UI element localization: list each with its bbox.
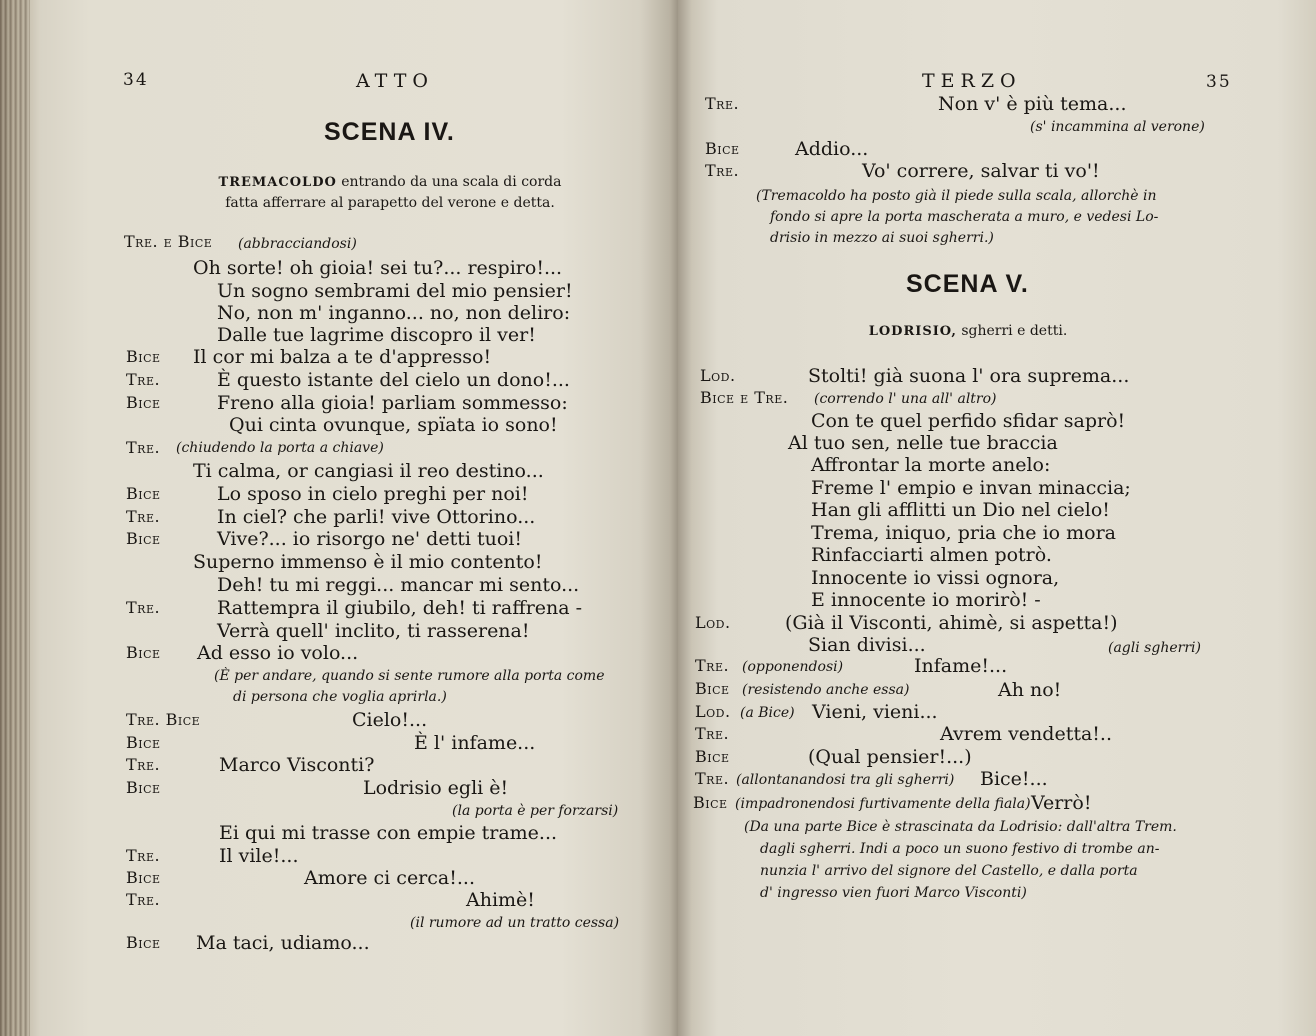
character-name: TREMACOLDO xyxy=(218,175,337,190)
speaker-label: Tre. xyxy=(126,755,161,774)
stage-direction: (resistendo anche essa) xyxy=(742,682,910,698)
verse-line: Al tuo sen, nelle tue braccia xyxy=(788,432,1058,454)
verse-line: Marco Visconti? xyxy=(219,754,375,776)
speaker-label: Tre. xyxy=(126,438,161,457)
verse-line: Trema, iniquo, pria che io mora xyxy=(811,522,1117,544)
verse-line: Bice!... xyxy=(980,768,1048,790)
stage-direction: (impadronendosi furtivamente della fiala) xyxy=(735,796,1031,812)
stage-direction: fondo si apre la porta mascherata a muro, e vedesi Lo- xyxy=(770,209,1159,225)
speaker-label: Bice xyxy=(126,529,161,548)
speaker-label: Tre. xyxy=(126,890,161,909)
verse-line: Ma taci, udiamo... xyxy=(196,932,370,954)
verse-line: Rattempra il giubilo, deh! ti raffrena - xyxy=(217,597,583,619)
verse-line: Vo' correre, salvar ti vo'! xyxy=(862,160,1100,182)
stage-direction: d' ingresso vien fuori Marco Visconti) xyxy=(760,885,1027,901)
verse-line: Addio... xyxy=(795,138,869,160)
stage-direction: nunzia l' arrivo del signore del Castello, e dalla porta xyxy=(760,863,1138,879)
verse-line: Innocente io vissi ognora, xyxy=(811,567,1060,589)
verse-line: È l' infame... xyxy=(414,732,536,754)
verse-line: Vieni, vieni... xyxy=(812,701,938,723)
page-number: 34 xyxy=(123,70,149,90)
stage-direction: (È per andare, quando si sente rumore alla porta come xyxy=(214,668,605,684)
verse-line: Ah no! xyxy=(998,679,1062,701)
stage-direction: (Da una parte Bice è strascinata da Lodrisio: dall'altra Trem. xyxy=(744,819,1177,835)
character-name: LODRISIO, xyxy=(868,324,957,339)
verse-line: Sian divisi... xyxy=(808,634,926,656)
verse-line: Vive?... io risorgo ne' detti tuoi! xyxy=(217,528,522,550)
stage-intro xyxy=(838,321,1098,342)
speaker-label: Bice xyxy=(126,393,161,412)
stage-direction: dagli sgherri. Indi a poco un suono festivo di trombe an- xyxy=(760,841,1160,857)
speaker-label: Bice xyxy=(695,679,730,698)
speaker-label: Tre. xyxy=(705,161,740,180)
verse-line: Ei qui mi trasse con empie trame... xyxy=(219,822,558,844)
speaker-label: Bice xyxy=(705,139,740,158)
scene-title: SCENA IV. xyxy=(324,118,455,146)
verse-line: Il cor mi balza a te d'appresso! xyxy=(193,346,492,368)
verse-line: Ad esso io volo... xyxy=(197,642,359,664)
speaker-label: Tre. e Bice xyxy=(124,232,213,251)
stage-direction: (a Bice) xyxy=(740,705,795,721)
verse-line: Affrontar la morte anelo: xyxy=(811,454,1051,476)
verse-line: È questo istante del cielo un dono!... xyxy=(217,369,570,391)
stage-intro-line: sgherri e detti. xyxy=(961,323,1068,339)
speaker-label: Bice xyxy=(126,868,161,887)
verse-line: Verrà quell' inclito, ti rasserena! xyxy=(217,620,530,642)
speaker-label: Bice xyxy=(126,347,161,366)
speaker-label: Tre. xyxy=(126,846,161,865)
speaker-label: Lod. xyxy=(695,613,731,632)
stage-direction: (la porta è per forzarsi) xyxy=(452,803,619,819)
verse-line: (Qual pensier!...) xyxy=(808,746,972,768)
verse-line: Lodrisio egli è! xyxy=(363,777,509,799)
verse-line: Con te quel perfido sfidar saprò! xyxy=(811,410,1126,432)
speaker-label: Bice xyxy=(126,643,161,662)
stage-direction: (s' incammina al verone) xyxy=(1030,119,1205,135)
stage-intro-line: entrando da una scala di corda xyxy=(341,174,562,190)
speaker-label: Tre. xyxy=(126,507,161,526)
verse-line: Avrem vendetta!.. xyxy=(940,723,1113,745)
speaker-label: Bice xyxy=(126,484,161,503)
stage-direction: (abbracciandosi) xyxy=(238,236,357,252)
verse-line: Il vile!... xyxy=(219,845,299,867)
verse-line: Freme l' empio e invan minaccia; xyxy=(811,477,1131,499)
running-head: ATTO xyxy=(356,70,434,92)
stage-direction: (Tremacoldo ha posto già il piede sulla scala, allorchè in xyxy=(756,188,1157,204)
stage-direction: (il rumore ad un tratto cessa) xyxy=(410,915,620,931)
verse-line: Oh sorte! oh gioia! sei tu?... respiro!... xyxy=(193,257,563,279)
speaker-label: Tre. xyxy=(695,769,730,788)
verse-line: No, non m' inganno... no, non deliro: xyxy=(217,302,571,324)
stage-direction: drisio in mezzo ai suoi sgherri.) xyxy=(770,230,994,246)
speaker-label: Bice xyxy=(126,933,161,952)
verse-line: Verrò! xyxy=(1031,792,1092,814)
stage-direction: (correndo l' una all' altro) xyxy=(814,391,997,407)
speaker-label: Bice xyxy=(695,747,730,766)
stage-direction: (agli sgherri) xyxy=(1108,640,1201,656)
verse-line: Un sogno sembrami del mio pensier! xyxy=(217,280,573,302)
right-page xyxy=(678,0,1316,1036)
stage-intro xyxy=(160,172,620,213)
page-number: 35 xyxy=(1206,72,1232,92)
speaker-label: Bice xyxy=(126,778,161,797)
verse-line: Dalle tue lagrime discopro il ver! xyxy=(217,324,536,346)
verse-line: (Già il Visconti, ahimè, si aspetta!) xyxy=(785,612,1118,634)
running-head: TERZO xyxy=(922,70,1022,92)
verse-line: Ti calma, or cangiasi il reo destino... xyxy=(193,460,544,482)
speaker-label: Lod. xyxy=(695,702,731,721)
verse-line: Qui cinta ovunque, spïata io sono! xyxy=(229,414,558,436)
stage-intro-line: fatta afferrare al parapetto del verone e detta. xyxy=(225,195,555,211)
stage-direction: (allontanandosi tra gli sgherri) xyxy=(736,772,955,788)
verse-line: E innocente io morirò! - xyxy=(811,589,1041,611)
verse-line: Freno alla gioia! parliam sommesso: xyxy=(217,392,568,414)
stage-direction: (chiudendo la porta a chiave) xyxy=(176,440,384,456)
verse-line: Superno immenso è il mio contento! xyxy=(193,551,543,573)
verse-line: Han gli afflitti un Dio nel cielo! xyxy=(811,499,1110,521)
speaker-label: Tre. xyxy=(705,94,740,113)
speaker-label: Bice xyxy=(126,733,161,752)
verse-line: Deh! tu mi reggi... mancar mi sento... xyxy=(217,574,580,596)
verse-line: Ahimè! xyxy=(466,889,535,911)
speaker-label: Tre. xyxy=(126,370,161,389)
speaker-label: Tre. xyxy=(695,656,730,675)
scene-title: SCENA V. xyxy=(906,270,1029,298)
verse-line: Non v' è più tema... xyxy=(938,93,1127,115)
speaker-label: Tre. xyxy=(126,598,161,617)
verse-line: Amore ci cerca!... xyxy=(304,867,475,889)
verse-line: Cielo!... xyxy=(352,709,428,731)
speaker-label: Bice e Tre. xyxy=(700,388,789,407)
stage-direction: (opponendosi) xyxy=(742,659,844,675)
speaker-label: Tre. xyxy=(695,724,730,743)
verse-line: Rinfacciarti almen potrò. xyxy=(811,544,1052,566)
speaker-label: Tre. Bice xyxy=(126,710,201,729)
verse-line: Stolti! già suona l' ora suprema... xyxy=(808,365,1130,387)
speaker-label: Bice xyxy=(693,793,728,812)
verse-line: Lo sposo in cielo preghi per noi! xyxy=(217,483,529,505)
speaker-label: Lod. xyxy=(700,366,736,385)
verse-line: Infame!... xyxy=(914,655,1008,677)
stage-direction: di persona che voglia aprirla.) xyxy=(233,689,447,705)
page-edge-stack xyxy=(0,0,30,1036)
verse-line: In ciel? che parli! vive Ottorino... xyxy=(217,506,536,528)
